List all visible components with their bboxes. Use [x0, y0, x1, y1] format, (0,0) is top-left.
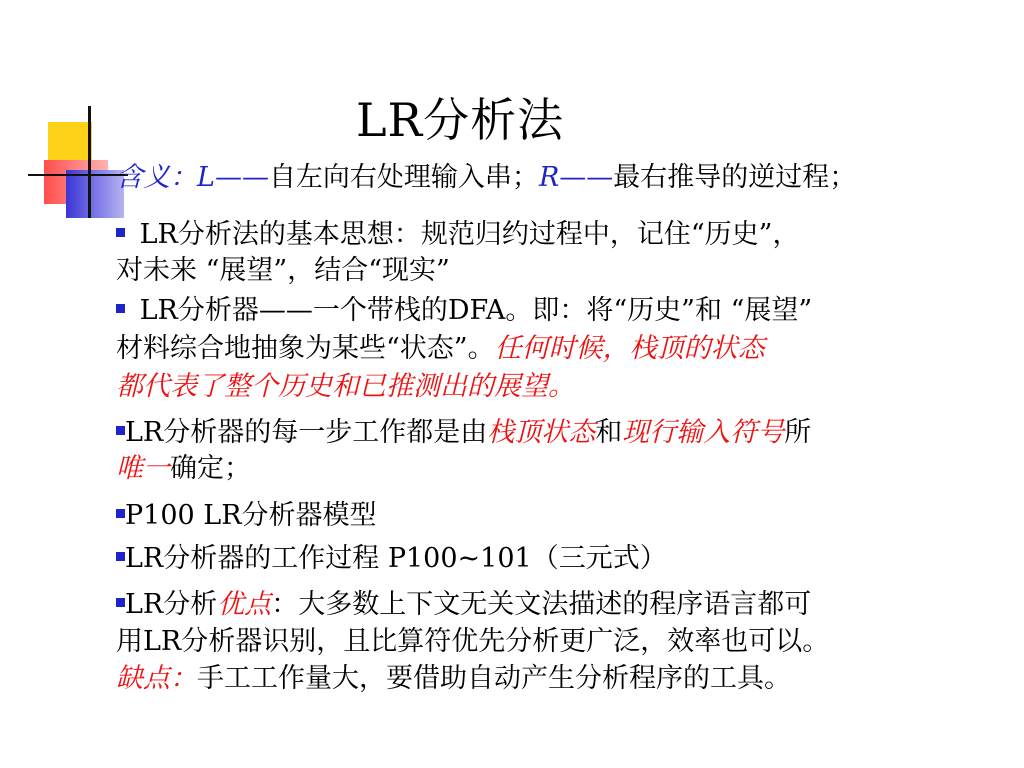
vertical-rule — [88, 106, 91, 218]
bullet-6-line-1 — [116, 586, 811, 624]
bullet-6-line-2 — [116, 623, 829, 661]
bullet-3-text-d: 确定； — [170, 453, 251, 484]
l-symbol: L — [197, 162, 215, 193]
bullet-3-line-2 — [116, 450, 251, 488]
bullet-4 — [116, 497, 377, 535]
bullet-6-text-b: ：大多数上下文无关文法描述的程序语言都可 — [271, 589, 812, 620]
decorative-squares-logo — [0, 0, 140, 240]
l-description: 自左向右处理输入串； — [268, 162, 539, 193]
dash: —— — [214, 162, 269, 193]
bullet-2-line-2 — [116, 330, 765, 368]
current-input-symbol: 现行输入符号 — [622, 417, 785, 448]
bullet-6-text-a: LR分析 — [125, 589, 218, 620]
bullet-square-icon — [116, 509, 125, 518]
bullet-2-line-3 — [116, 368, 575, 406]
bullet-2-line-1 — [116, 292, 812, 330]
dash: —— — [559, 162, 614, 193]
bullet-5-text: LR分析器的工作过程 P100~101（三元式） — [125, 543, 667, 574]
bullet-1-line-1 — [116, 216, 799, 254]
bullet-3-text-b: 和 — [595, 417, 623, 448]
bullet-2-emphasis: 任何时候，栈顶的状态 — [494, 333, 765, 364]
slide-title: LR分析法 — [356, 93, 565, 147]
bullet-6-text-end: 手工工作量大，要借助自动产生分析程序的工具。 — [197, 663, 791, 694]
meaning-line — [116, 159, 856, 197]
bullet-6-line-3 — [116, 660, 791, 698]
bullet-2-emphasis-cont: 都代表了整个历史和已推测出的展望。 — [116, 371, 575, 402]
bullet-5 — [116, 540, 667, 578]
bullet-square-icon — [116, 552, 125, 561]
bullet-3-line-1 — [116, 414, 811, 452]
advantage-label: 优点 — [217, 589, 272, 620]
bullet-square-icon — [116, 598, 125, 607]
bullet-4-text: P100 LR分析器模型 — [125, 500, 377, 531]
unique-emphasis: 唯一 — [116, 453, 170, 484]
bullet-1-line-2 — [116, 252, 450, 290]
bullet-square-icon — [116, 304, 125, 313]
horizontal-rule — [28, 174, 128, 176]
bullet-1-text-cont: 对未来 “展望”，结合“现实” — [116, 255, 450, 286]
bullet-1-text: LR分析法的基本思想：规范归约过程中，记住“历史”， — [131, 219, 800, 250]
disadvantage-label: 缺点： — [116, 663, 197, 694]
bullet-square-icon — [116, 426, 125, 435]
bullet-2-text-plain: 材料综合地抽象为某些“状态”。 — [116, 333, 495, 364]
bullet-2-text: LR分析器——一个带栈的DFA。即：将“历史”和 “展望” — [131, 295, 813, 326]
stack-top-state: 栈顶状态 — [487, 417, 596, 448]
meaning-label: 含义： — [116, 162, 197, 193]
bullet-square-icon — [116, 228, 125, 237]
bullet-3-text-c: 所 — [784, 417, 812, 448]
bullet-3-text-a: LR分析器的每一步工作都是由 — [125, 417, 488, 448]
r-symbol: R — [538, 162, 560, 193]
bullet-6-text-cont: 用LR分析器识别，且比算符优先分析更广泛，效率也可以。 — [116, 626, 830, 657]
r-description: 最右推导的逆过程； — [613, 162, 857, 193]
